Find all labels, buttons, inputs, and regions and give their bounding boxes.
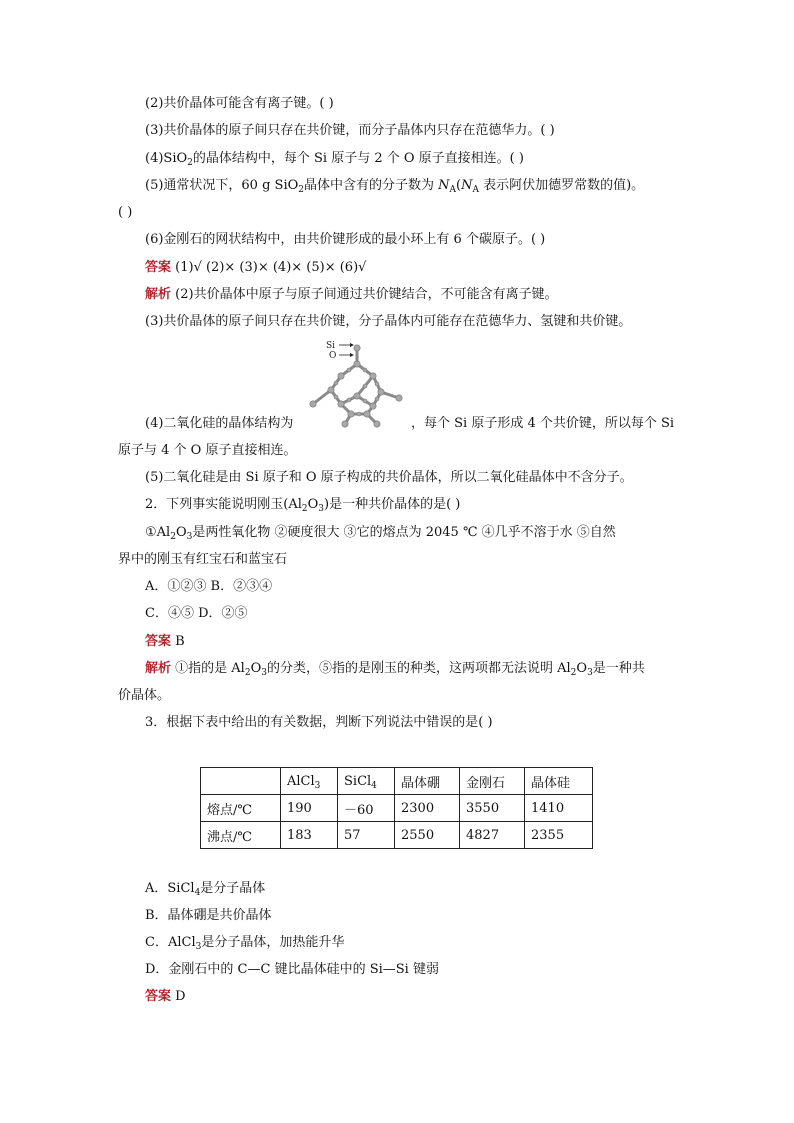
answer-text: (1)√ (2)× (3)× (4)× (5)× (6)√ [171, 260, 367, 275]
statement-2 [145, 95, 334, 113]
subscript: 3 [318, 504, 325, 514]
explanation-1 [145, 286, 558, 304]
text: ①Al [145, 525, 171, 540]
table-cell: 1410 [525, 795, 593, 822]
text: (4)SiO [145, 151, 188, 166]
text: D．金刚石中的 C—C 键比晶体硅中的 Si—Si 键弱 [145, 962, 439, 977]
subscript: 3 [587, 668, 593, 678]
question-2 [145, 496, 460, 514]
explanation-2 [145, 660, 645, 678]
subscript: 3 [314, 780, 321, 791]
statement-4 [145, 150, 524, 168]
explanation-4-line2 [118, 442, 296, 460]
data-table [200, 767, 593, 849]
statement-5-paren [118, 204, 132, 222]
answer-text: D [171, 989, 186, 1004]
text: (6)金刚石的网状结构中，由共价键形成的最小环上有 6 个碳原子。( ) [145, 232, 546, 247]
text: O [307, 497, 319, 512]
text: O [250, 661, 262, 676]
subscript: 2 [570, 668, 577, 678]
text: 3．根据下表中给出的有关数据，判断下列说法中错误的是( ) [145, 715, 493, 730]
subscript: 2 [244, 668, 251, 678]
text: O [175, 525, 187, 540]
explanation-label: 解析 [145, 661, 172, 676]
explanation-3 [145, 313, 631, 331]
text: ( [456, 178, 462, 193]
text: C．④⑤ D．②⑤ [145, 606, 248, 621]
table-row [201, 795, 593, 822]
text: A．①②③ B．②③④ [145, 579, 273, 594]
header-text: 金刚石 [466, 775, 506, 791]
table-cell: －60 [338, 795, 395, 822]
table-header-cell [395, 768, 460, 795]
option-d [145, 961, 439, 979]
text: (4)二氧化硅的晶体结构为 [145, 416, 294, 431]
italic-n: N [461, 178, 473, 193]
table-cell: 4827 [460, 822, 525, 849]
text: 的晶体结构中，每个 Si 原子与 2 个 O 原子直接相连。( ) [192, 151, 524, 166]
table-cell: 57 [338, 822, 395, 849]
question-2-options-ab [145, 578, 272, 596]
text: (2)共价晶体可能含有离子键。( ) [145, 96, 334, 111]
text: (5)二氧化硅是由 Si 原子和 O 原子构成的共价晶体，所以二氧化硅晶体中不含分子。 [145, 470, 633, 485]
text: B．晶体硼是共价晶体 [145, 908, 272, 923]
question-3 [145, 714, 493, 732]
text: (3)共价晶体的原子间只存在共价键，分子晶体内可能存在范德华力、氢键和共价键。 [145, 314, 632, 329]
table-row [201, 822, 593, 849]
text: 界中的刚玉有红宝石和蓝宝石 [118, 552, 288, 567]
text: 是两性氧化物 ②硬度很大 ③它的熔点为 2045 ℃ ④几乎不溶于水 ⑤自然 [192, 525, 616, 540]
text: (5)通常状况下，60 g SiO [145, 178, 299, 193]
explanation-5 [145, 469, 633, 487]
table-cell: 190 [281, 795, 338, 822]
sio2-structure-figure [305, 340, 405, 430]
answer-text: B [171, 634, 185, 649]
text: 是一种共 [592, 661, 645, 676]
text: (3)共价晶体的原子间只存在共价键，而分子晶体内只存在范德华力。( ) [145, 123, 555, 138]
answer-3 [145, 988, 186, 1006]
table-header-cell [460, 768, 525, 795]
subscript: A [449, 185, 457, 195]
bonds [313, 348, 399, 424]
text: )是一种共价晶体的是( ) [324, 497, 461, 512]
table-cell: 3550 [460, 795, 525, 822]
question-2-options-cd [145, 605, 248, 623]
explanation-2-line2 [118, 687, 170, 705]
subscript: 3 [261, 668, 267, 678]
header-text: 晶体硅 [531, 775, 571, 791]
text: 是分子晶体 [200, 881, 266, 896]
text: 的分类，⑤指的是刚玉的种类，这两项都无法说明 Al [266, 661, 571, 676]
table-cell: 2550 [395, 822, 460, 849]
table-cell: 183 [281, 822, 338, 849]
subscript: 4 [194, 888, 201, 898]
text: C．AlCl [145, 935, 196, 950]
text: 是分子晶体，加热能升华 [201, 935, 345, 950]
answer-label: 答案 [145, 260, 172, 275]
text: 表示阿伏加德罗常数的值)。 [478, 178, 645, 193]
statement-5 [145, 177, 644, 195]
subscript: 3 [186, 532, 193, 542]
header-text: AlCl [287, 773, 315, 789]
table-header-cell [525, 768, 593, 795]
label-o: O [329, 351, 337, 361]
label-si: Si [326, 341, 336, 351]
option-c [145, 934, 344, 952]
arrowhead-o [350, 353, 354, 357]
header-text: 晶体硼 [401, 775, 441, 791]
text: 原子与 4 个 O 原子直接相连。 [118, 443, 297, 458]
explanation-label: 解析 [145, 287, 172, 302]
subscript: A [472, 185, 479, 195]
text: ①指的是 Al [171, 661, 245, 676]
subscript: 4 [371, 780, 377, 791]
explanation-text: (2)共价晶体中原子与原子间通过共价键结合，不可能含有离子键。 [171, 287, 558, 302]
text: ，每个 Si 原子形成 4 个共价键，所以每个 Si [411, 416, 675, 431]
subscript: 2 [187, 158, 193, 168]
text: O [576, 661, 588, 676]
option-b [145, 907, 272, 925]
answer-1 [145, 259, 366, 277]
question-2-facts [145, 524, 616, 542]
option-a [145, 880, 265, 898]
row-label: 沸点/℃ [201, 822, 281, 849]
row-label: 熔点/℃ [201, 795, 281, 822]
text: 晶体中含有的分子数为 [304, 178, 439, 193]
statement-6 [145, 231, 545, 249]
arrowhead-si [350, 343, 354, 347]
answer-label: 答案 [145, 989, 172, 1004]
table-header-cell [201, 768, 281, 795]
table-header-cell [281, 768, 338, 795]
subscript: 2 [298, 185, 304, 195]
answer-label: 答案 [145, 634, 172, 649]
text: ( ) [118, 205, 133, 220]
answer-2 [145, 633, 185, 651]
text: 2．下列事实能说明刚玉(Al [145, 497, 302, 512]
subscript: 2 [170, 532, 176, 542]
text: 价晶体。 [118, 688, 171, 703]
header-text: SiCl [344, 773, 372, 789]
question-2-facts-line2 [118, 551, 287, 569]
subscript: 3 [195, 942, 202, 952]
table-header-row [201, 768, 593, 795]
subscript: 2 [301, 504, 308, 514]
explanation-4 [145, 415, 293, 433]
statement-3 [145, 122, 555, 140]
text: A．SiCl [145, 881, 195, 896]
italic-n: N [438, 178, 450, 193]
table-cell: 2300 [395, 795, 460, 822]
explanation-4-cont [411, 415, 674, 433]
table-header-cell [338, 768, 395, 795]
table-cell: 2355 [525, 822, 593, 849]
